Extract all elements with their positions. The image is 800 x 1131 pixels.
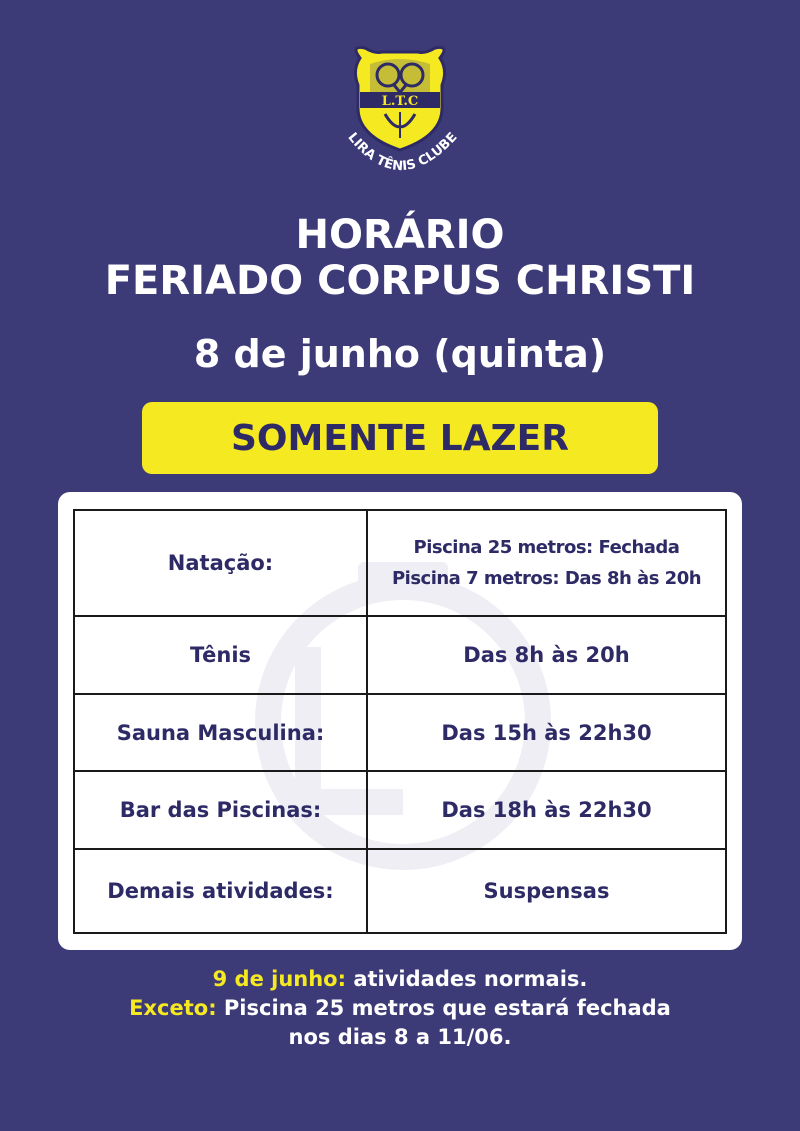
activity-label: Sauna Masculina: [74, 694, 367, 771]
activity-hours: Das 8h às 20h [367, 616, 726, 694]
activity-hours: Suspensas [367, 849, 726, 933]
footer-line1-text: atividades normais. [346, 967, 588, 991]
table-row [74, 694, 726, 771]
activity-hours: Das 15h às 22h30 [367, 694, 726, 771]
logo-name: LIRA TÊNIS CLUBE [344, 129, 461, 175]
club-logo [330, 40, 470, 190]
table-row [74, 771, 726, 849]
footer-line3: nos dias 8 a 11/06. [288, 1025, 512, 1049]
footer-line2 [0, 994, 800, 1023]
footer-line2-text: Piscina 25 metros que estará fechada [216, 996, 671, 1020]
badge-label: SOMENTE LAZER [231, 417, 569, 459]
leisure-only-badge [142, 402, 658, 474]
activity-label: Demais atividades: [74, 849, 367, 933]
table-row [74, 849, 726, 933]
activity-label: Bar das Piscinas: [74, 771, 367, 849]
footer-except-highlight: Exceto: [129, 996, 217, 1020]
activity-label: Tênis [74, 616, 367, 694]
hours-line: Piscina 7 metros: Das 8h às 20h [391, 568, 702, 589]
schedule-card [58, 492, 742, 950]
crest-icon [355, 47, 444, 150]
footer-note [0, 965, 800, 1052]
footer-line1 [0, 965, 800, 994]
event-date: 8 de junho (quinta) [193, 332, 607, 376]
activity-hours: Das 18h às 22h30 [367, 771, 726, 849]
activity-label: Natação: [74, 510, 367, 616]
page-title-line1: HORÁRIO [295, 212, 505, 258]
table-row [74, 616, 726, 694]
table-row [74, 510, 726, 616]
hours-line: Piscina 25 metros: Fechada [413, 537, 680, 558]
logo-initials: L.T.C [381, 94, 419, 109]
activity-hours [367, 510, 726, 616]
page-title-line2: FERIADO CORPUS CHRISTI [104, 258, 696, 304]
footer-date-highlight: 9 de junho: [212, 967, 347, 991]
schedule-table [73, 509, 727, 934]
